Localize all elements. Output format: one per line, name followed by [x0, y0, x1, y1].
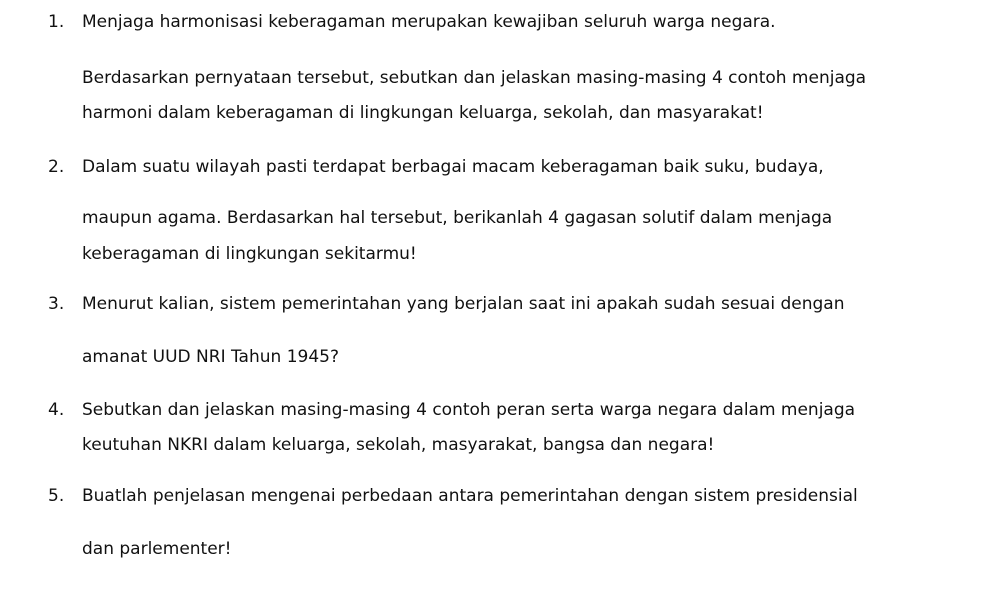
question-text-line: maupun agama. Berdasarkan hal tersebut, berikanlah 4 gagasan solutif dalam menjaga — [82, 208, 833, 228]
question-text-line: Berdasarkan pernyataan tersebut, sebutkan dan jelaskan masing-masing 4 contoh menjaga — [82, 68, 867, 88]
question-text-line: harmoni dalam keberagaman di lingkungan keluarga, sekolah, dan masyarakat! — [82, 103, 764, 123]
question-text-line: Menjaga harmonisasi keberagaman merupakan kewajiban seluruh warga negara. — [82, 12, 776, 32]
question-text-line: keberagaman di lingkungan sekitarmu! — [82, 244, 417, 264]
question-text-line: Dalam suatu wilayah pasti terdapat berbagai macam keberagaman baik suku, budaya, — [82, 157, 824, 177]
question-text-line: keutuhan NKRI dalam keluarga, sekolah, masyarakat, bangsa dan negara! — [82, 435, 715, 455]
question-text-line: dan parlementer! — [82, 539, 232, 559]
question-text-line: Sebutkan dan jelaskan masing-masing 4 contoh peran serta warga negara dalam menjaga — [82, 400, 856, 420]
question-number: 2. — [48, 157, 65, 177]
question-number: 1. — [48, 12, 65, 32]
question-number: 5. — [48, 486, 65, 506]
question-number: 3. — [48, 294, 65, 314]
question-text-line: Menurut kalian, sistem pemerintahan yang berjalan saat ini apakah sudah sesuai dengan — [82, 294, 845, 314]
question-number: 4. — [48, 400, 65, 420]
question-text-line: Buatlah penjelasan mengenai perbedaan antara pemerintahan dengan sistem presidensial — [82, 486, 858, 506]
question-text-line: amanat UUD NRI Tahun 1945? — [82, 347, 339, 367]
